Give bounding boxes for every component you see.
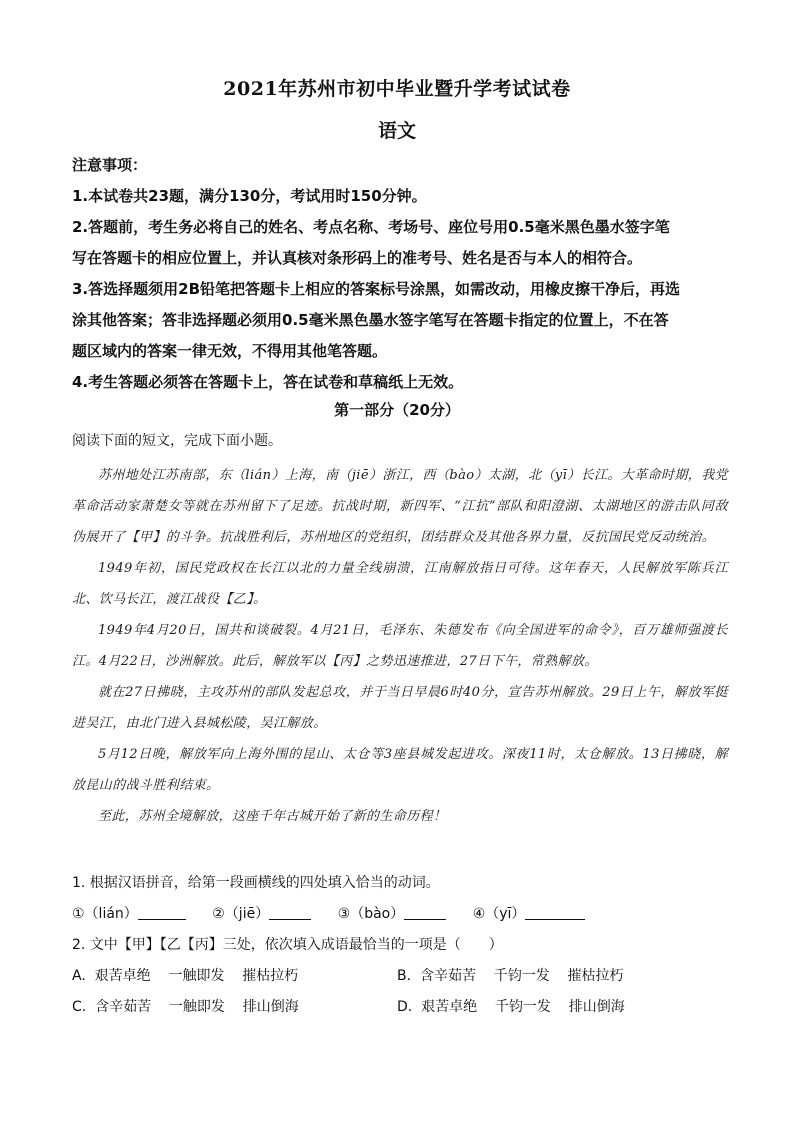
notes-heading: 注意事项： — [72, 156, 148, 174]
notes-line: 写在答题卡的相应位置上，并认真核对条形码上的准考号、姓名是否与本人的相符合。 — [72, 249, 643, 267]
questions-section — [72, 868, 728, 1023]
notes-line: 4.考生答题必须答在答题卡上，答在试卷和草稿纸上无效。 — [72, 373, 464, 391]
blank-label: ④（yī） — [472, 906, 526, 922]
part-heading: 第一部分（20分） — [334, 401, 460, 419]
answer-blank[interactable] — [138, 901, 186, 920]
passage-paragraph: 1949年初，国民党政权在长江以北的力量全线崩溃，江南解放指日可待。这年春天，人民解放军陈兵江北、饮马长江，渡江战役【乙】。 — [72, 561, 728, 607]
notes-section — [72, 150, 728, 398]
passage-paragraph: 至此，苏州全境解放，这座千年古城开始了新的生命历程！ — [98, 809, 447, 824]
option-a[interactable]: A. 艰苦卓绝 一触即发 摧枯拉朽 — [72, 968, 299, 984]
notes-line: 2.答题前，考生务必将自己的姓名、考点名称、考场号、座位号用0.5毫米黑色墨水签字笔 — [72, 218, 670, 236]
option-c[interactable]: C. 含辛茹苦 一触即发 排山倒海 — [72, 999, 299, 1015]
blank-label: ①（lián） — [72, 906, 138, 922]
notes-line: 3.答选择题须用2B铅笔把答题卡上相应的答案标号涂黑，如需改动，用橡皮擦干净后，再选 — [72, 280, 681, 298]
passage-paragraph: 1949年4月20日，国共和谈破裂。4月21日，毛泽东、朱德发布《向全国进军的命令》，百万雄师强渡长江。4月22日，沙洲解放。此后，解放军以【丙】之势迅速推进，27日下午，常熟解放。 — [72, 623, 728, 669]
answer-blank[interactable] — [525, 901, 585, 920]
passage-paragraph: 5月12日晚，解放军向上海外围的昆山、太仓等3座县城发起进攻。深夜11时，太仓解放。13日拂晓，解放昆山的战斗胜利结束。 — [72, 747, 728, 793]
option-d[interactable]: D. 艰苦卓绝 千钧一发 排山倒海 — [397, 999, 625, 1015]
question-1-blanks — [72, 899, 728, 930]
answer-blank[interactable] — [404, 901, 446, 920]
passage-paragraph: 苏州地处江苏南部，东（lián）上海，南（jiē）浙江，西（bào）太湖，北（yī）长江。大革命时期，我党革命活动家萧楚女等就在苏州留下了足迹。抗战时期，新四军、“江抗”部队和阳澄湖、太湖地区的游击队同敌伪展开了【甲】的斗争。抗战胜利后，苏州地区的党组织，团结群众及其他各界力量，反抗国民党反动统治。 — [72, 468, 728, 545]
options-row — [72, 992, 728, 1023]
reading-passage — [72, 460, 728, 832]
notes-line: 涂其他答案；答非选择题必须用0.5毫米黑色墨水签字笔写在答题卡指定的位置上，不在答 — [72, 311, 669, 329]
answer-blank[interactable] — [269, 901, 311, 920]
notes-line: 题区域内的答案一律无效，不得用其他笔答题。 — [72, 342, 388, 360]
notes-line: 1.本试卷共23题，满分130分，考试用时150分钟。 — [72, 187, 427, 205]
blank-label: ②（jiē） — [212, 906, 270, 922]
option-b[interactable]: B. 含辛茹苦 千钧一发 摧枯拉朽 — [397, 968, 624, 984]
question-1-stem: 1. 根据汉语拼音，给第一段画横线的四处填入恰当的动词。 — [72, 875, 440, 891]
question-2-stem: 2. 文中【甲】【乙【丙】三处，依次填入成语最恰当的一项是（ ） — [72, 937, 503, 953]
reading-instruction: 阅读下面的短文，完成下面小题。 — [72, 433, 282, 449]
subject-title: 语文 — [377, 120, 416, 142]
options-row — [72, 961, 728, 992]
exam-title: 2021年苏州市初中毕业暨升学考试试卷 — [223, 78, 571, 100]
passage-paragraph: 就在27日拂晓，主攻苏州的部队发起总攻，并于当日早晨6时40分，宣告苏州解放。29日上午，解放军挺进吴江，由北门进入县城松陵，吴江解放。 — [72, 685, 728, 731]
blank-label: ③（bào） — [337, 906, 405, 922]
